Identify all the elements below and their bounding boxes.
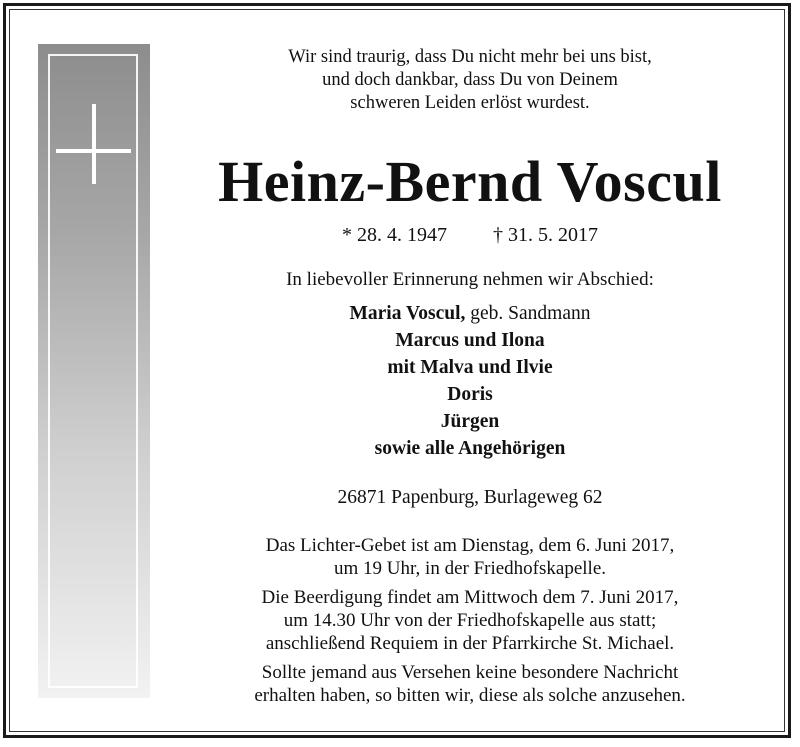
death-date: † 31. 5. 2017 [493, 224, 598, 246]
verse-line: und doch dankbar, dass Du von Deinem [322, 70, 618, 90]
family-address: 26871 Papenburg, Burlageweg 62 [337, 487, 603, 508]
notice-line: um 19 Uhr, in der Friedhofskapelle. [333, 558, 607, 579]
cross-horizontal-bar [56, 149, 131, 153]
notice-line: Das Lichter-Gebet ist am Dienstag, dem 6. Juni 2017, [265, 535, 675, 556]
mourner-line: sowie alle Angehörigen [374, 438, 566, 459]
notice-line: anschließend Requiem in der Pfarrkirche St. Michael. [265, 633, 675, 654]
mourner-spouse [160, 300, 780, 327]
mourner-line: Marcus und Ilona [395, 330, 545, 351]
notice-line: um 14.30 Uhr von der Friedhofskapelle aus statt; [283, 610, 657, 631]
notice-prayer [160, 534, 780, 580]
birth-date: * 28. 4. 1947 [342, 224, 447, 246]
mourners-list [160, 300, 780, 462]
memorial-verse [160, 46, 780, 115]
cross-vertical-bar [92, 104, 96, 184]
deceased-name: Heinz-Bernd Voscul [218, 149, 722, 214]
notice-no-message [160, 661, 780, 707]
spouse-maiden-name: geb. Sandmann [470, 303, 591, 324]
mourner-line: Doris [447, 384, 493, 405]
spouse-name: Maria Voscul, [349, 303, 466, 324]
notice-line: erhalten haben, so bitten wir, diese als solche anzusehen. [254, 685, 686, 706]
notice-line: Die Beerdigung findet am Mittwoch dem 7. Juni 2017, [261, 587, 679, 608]
life-dates [160, 223, 780, 247]
farewell-intro: In liebevoller Erinnerung nehmen wir Abschied: [286, 269, 654, 290]
verse-line: schweren Leiden erlöst wurdest. [350, 93, 590, 113]
verse-line: Wir sind traurig, dass Du nicht mehr bei uns bist, [288, 47, 652, 67]
service-notices [160, 534, 780, 713]
mourner-line: Jürgen [440, 411, 500, 432]
notice-line: Sollte jemand aus Versehen keine besondere Nachricht [261, 662, 679, 683]
mourner-line: mit Malva und Ilvie [387, 357, 553, 378]
notice-funeral [160, 586, 780, 655]
